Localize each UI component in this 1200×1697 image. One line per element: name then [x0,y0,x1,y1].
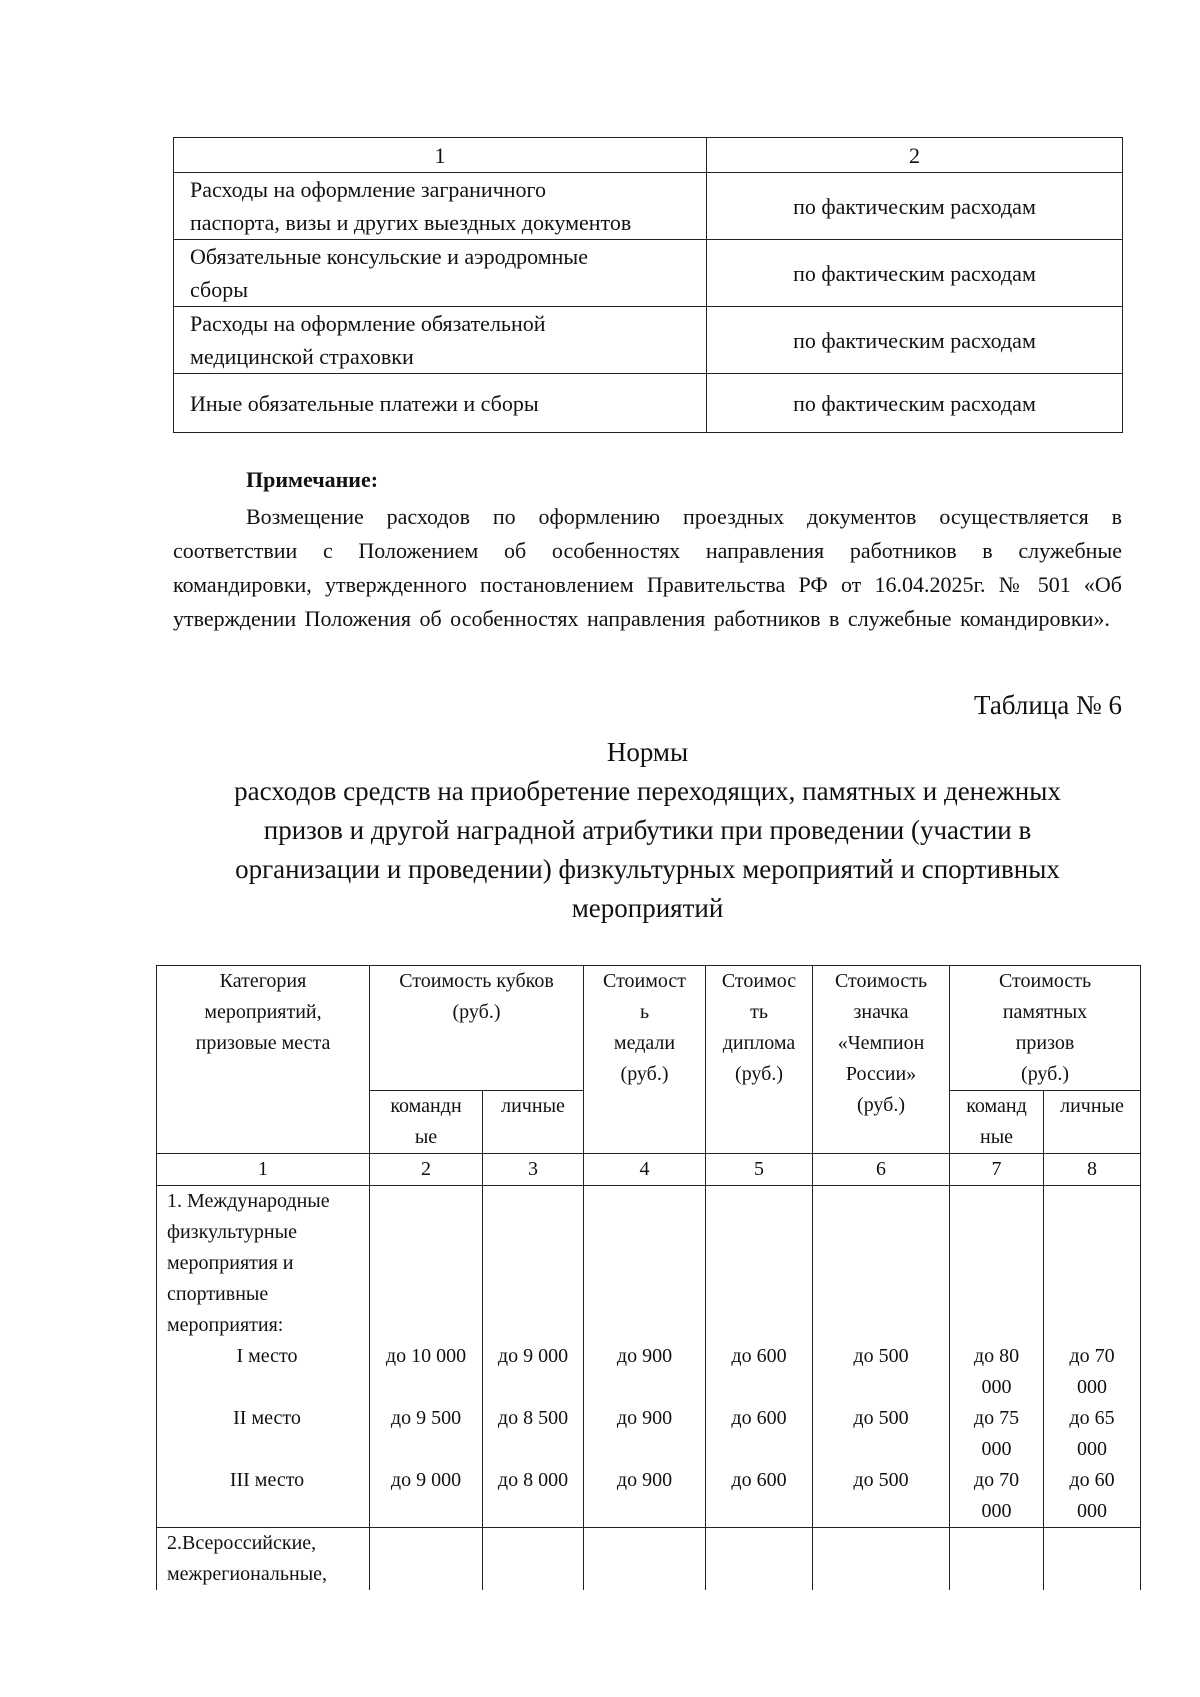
cup-team-cell [370,1186,483,1528]
note-text: Возмещение расходов по оформлению проездных документов осуществляется в соответствии с Положением об особенностях направления работников в служебные командировки, утвержденного постановлением Правительства РФ от 16.04.2025г. № 501 «Об утверждении Положения об особенностях направления работников в служебные командировки». [173,504,1122,631]
table-row [157,1528,1141,1591]
value: 000 [1077,1376,1108,1398]
category-cell [157,1186,370,1528]
value: до 600 [731,1345,787,1367]
empty-cell [1044,1528,1141,1591]
text-line: ть [750,1001,768,1023]
table-row [174,240,1123,307]
text-line: Стоимость кубков [399,970,554,992]
value: до 600 [731,1407,787,1429]
value: до 8 000 [497,1469,569,1491]
expenses-table [173,137,1123,433]
text-line: Стоимос [721,970,797,992]
header-cell: 1 [174,138,707,173]
column-number: 7 [950,1154,1044,1186]
text-line: Расходы на оформление обязательной [190,311,546,336]
table-row [174,374,1123,433]
value: до 80 [973,1345,1020,1367]
text-line: ные [980,1126,1014,1148]
empty-cell [370,1528,483,1591]
value: 000 [981,1500,1012,1522]
medal-cell [584,1186,706,1528]
value: до 60 [1069,1469,1115,1491]
text-line: команд [966,1095,1027,1117]
table-heading [173,733,1122,928]
prizes-team-header [950,1091,1044,1154]
spacer [167,1496,367,1527]
text-line: (руб.) [620,1063,669,1085]
column-number: 4 [584,1154,706,1186]
badge-header [813,966,950,1154]
text-line: ь [639,1001,650,1023]
expense-name-cell [174,173,707,240]
spacer [167,1434,367,1465]
category-cell [157,1528,370,1591]
table-row [157,1186,1141,1528]
prizes-personal-header: личные [1044,1091,1141,1154]
value: 000 [981,1438,1012,1460]
cups-header [370,966,584,1091]
column-number: 1 [157,1154,370,1186]
prize-norms-table [156,965,1141,1590]
text-line: спортивные [167,1283,269,1305]
expense-name-cell [174,307,707,374]
note-title: Примечание: [246,467,379,492]
table-header-row [157,966,1141,1091]
text-line: диплома [722,1032,796,1054]
text-line: мероприятия: [167,1314,284,1336]
text-line: Стоимость [998,970,1092,992]
text-line: Категория [219,970,307,992]
medal-header [584,966,706,1154]
value: до 75 [973,1407,1020,1429]
empty-cell [483,1528,584,1591]
text-line: призовые места [195,1032,331,1054]
value: до 8 500 [497,1407,569,1429]
column-number: 5 [706,1154,813,1186]
table-row [174,307,1123,374]
text-line: командн [390,1095,462,1117]
value: до 10 000 [385,1345,467,1367]
value: 000 [981,1376,1012,1398]
text-line: сборы [190,277,249,302]
table-row [174,173,1123,240]
value: до 900 [616,1345,673,1367]
text-line: Обязательные консульские и аэродромные [190,244,588,269]
table-number: Таблица № 6 [974,690,1122,720]
text-line: значка [853,1001,909,1023]
text-line: мероприятий, [204,1001,322,1023]
text-line: Стоимост [603,970,687,992]
text-line: мероприятия и [167,1252,294,1274]
text-line: 2.Всероссийские, [167,1532,317,1554]
diploma-cell [706,1186,813,1528]
text-line: «Чемпион [837,1032,925,1054]
text-line: физкультурные [167,1221,297,1243]
table-subtitle: расходов средств на приобретение переходящих, памятных и денежных призов и другой наградной атрибутики при проведении (участии в организации и проведении) физкультурных мероприятий и спортивных мероприятий [234,776,1061,923]
table-title: Нормы [606,737,689,767]
expense-norm-cell: по фактическим расходам [707,240,1123,307]
place-label: III место [229,1469,305,1491]
column-number: 2 [370,1154,483,1186]
value: до 500 [853,1345,909,1367]
spacer [167,1372,367,1403]
value: до 900 [616,1407,673,1429]
text-line: медицинской страховки [190,344,414,369]
column-number: 3 [483,1154,584,1186]
text-line: Расходы на оформление заграничного [190,177,547,202]
value: до 600 [731,1469,787,1491]
expense-norm-cell: по фактическим расходам [707,374,1123,433]
column-number-row [157,1154,1141,1186]
text-line: 1. Международные [167,1190,330,1212]
text-line: России» [845,1063,917,1085]
prize-personal-cell [1044,1186,1141,1528]
text-line: призов [1015,1032,1075,1054]
text-line: (руб.) [452,1001,501,1023]
value: до 900 [616,1469,673,1491]
category-header [157,966,370,1154]
text-line: памятных [1002,1001,1088,1023]
empty-cell [813,1528,950,1591]
empty-cell [950,1528,1044,1591]
text-line: (руб.) [1021,1063,1069,1085]
prize-team-cell [950,1186,1044,1528]
column-number: 6 [813,1154,950,1186]
text-line: Стоимость [834,970,928,992]
value: до 65 [1069,1407,1115,1429]
value: до 70 [973,1469,1020,1491]
column-number: 8 [1044,1154,1141,1186]
expense-name-cell [174,240,707,307]
text-line: (руб.) [857,1094,905,1116]
cups-personal-header: личные [483,1091,584,1154]
empty-cell [584,1528,706,1591]
value: до 500 [853,1407,909,1429]
cup-personal-cell [483,1186,584,1528]
prizes-header [950,966,1141,1091]
value: до 9 000 [390,1469,462,1491]
header-cell: 2 [707,138,1123,173]
cups-team-header [370,1091,483,1154]
expense-name-cell: Иные обязательные платежи и сборы [174,374,707,433]
place-label: I место [236,1345,298,1367]
expense-norm-cell: по фактическим расходам [707,173,1123,240]
text-line: ые [414,1126,438,1148]
value: до 500 [853,1469,909,1491]
diploma-header [706,966,813,1154]
text-line: межрегиональные, [167,1563,328,1585]
place-label: II место [233,1407,301,1429]
text-line: (руб.) [735,1063,783,1085]
value: до 70 [1069,1345,1115,1367]
empty-cell [706,1528,813,1591]
badge-cell [813,1186,950,1528]
text-line: медали [613,1032,676,1054]
expense-norm-cell: по фактическим расходам [707,307,1123,374]
table-header-row [174,138,1123,173]
text-line: паспорта, визы и других выездных документов [190,210,632,235]
value: 000 [1077,1500,1108,1522]
value: до 9 500 [390,1407,462,1429]
value: до 9 000 [497,1345,569,1367]
value: 000 [1077,1438,1108,1460]
